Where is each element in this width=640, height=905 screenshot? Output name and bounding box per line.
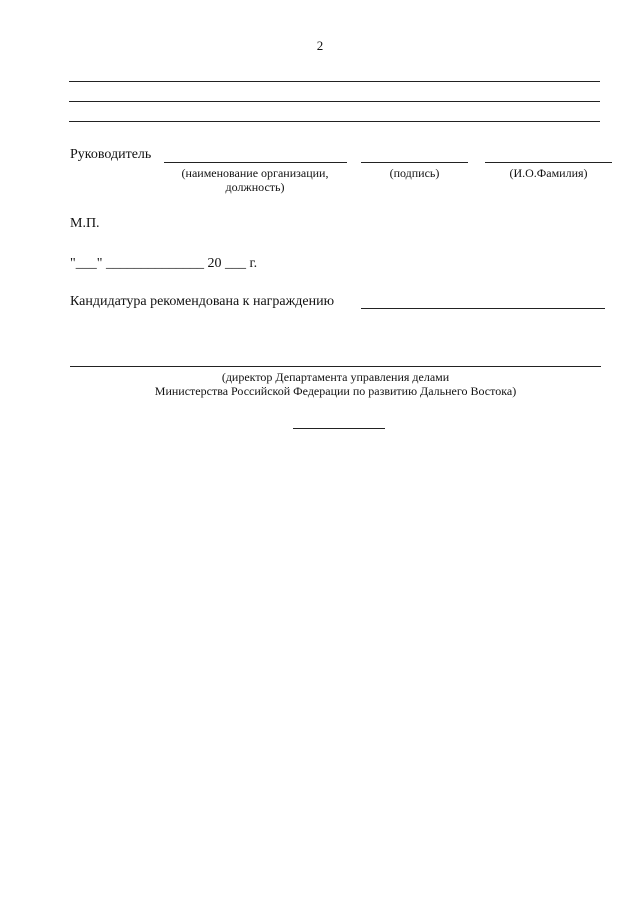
date-year-blank: ___: [224, 256, 246, 271]
director-caption: [70, 370, 601, 398]
recommendation-label: Кандидатура рекомендована к награждению: [70, 294, 335, 309]
closing-separator: [293, 428, 385, 429]
org-caption-line-2: должность): [225, 180, 285, 194]
page-number: 2: [316, 38, 324, 53]
org-position-line: [164, 162, 347, 163]
date-month-blank: ______________: [105, 256, 204, 271]
recommendation-line: [361, 308, 605, 309]
date-year-suffix: г.: [249, 256, 258, 271]
blank-line-1: [69, 81, 600, 82]
full-name-line: [485, 162, 612, 163]
org-position-caption: [160, 166, 350, 194]
full-name-caption: (И.О.Фамилия): [509, 166, 588, 180]
director-caption-line-2: Министерства Российской Федерации по развитию Дальнего Востока): [154, 384, 517, 398]
director-signature-line: [70, 366, 601, 367]
org-caption-line-1: (наименование организации,: [181, 166, 329, 180]
head-label: Руководитель: [70, 147, 152, 162]
director-caption-line-1: (директор Департамента управления делами: [221, 370, 450, 384]
date-close-quote: ": [96, 256, 103, 271]
stamp-label: М.П.: [70, 216, 100, 231]
date-day-blank: ___: [75, 256, 97, 271]
blank-line-2: [69, 101, 600, 102]
blank-line-3: [69, 121, 600, 122]
date-year-prefix: 20: [207, 256, 222, 271]
date-open-quote: ": [70, 256, 76, 271]
signature-line: [361, 162, 468, 163]
date-line: [70, 256, 257, 272]
signature-caption: (подпись): [389, 166, 440, 180]
